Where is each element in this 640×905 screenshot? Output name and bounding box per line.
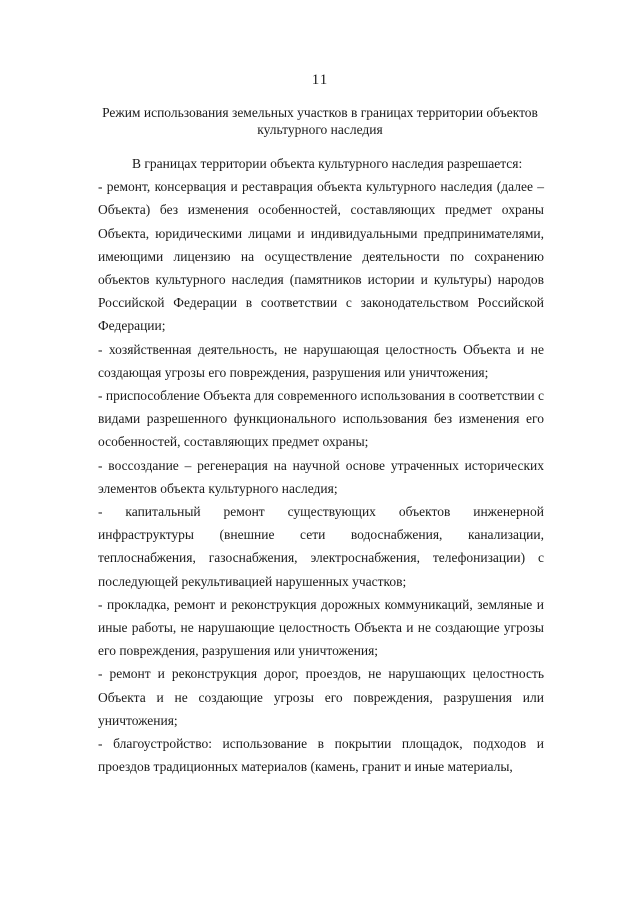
list-item: - прокладка, ремонт и реконструкция дорожных коммуникаций, земляные и иные работы, не нарушающие целостность Объекта и не создающие угрозы его повреждения, разрушения или уничтожения;: [98, 596, 544, 659]
list-item: - ремонт и реконструкция дорог, проездов, не нарушающих целостность Объекта и не создающие угрозы его повреждения, разрушения или уничтожения;: [98, 666, 544, 728]
body-text: [98, 152, 544, 778]
intro-paragraph: В границах территории объекта культурного наследия разрешается:: [132, 156, 523, 171]
page-number: 11: [311, 72, 329, 88]
list-item: - ремонт, консервация и реставрация объекта культурного наследия (далее – Объекта) без изменения особенностей, составляющих предмет охраны Объекта, юридическими лицами и индивидуальными предпринимателями, имеющими лицензию на осуществление деятельности по сохранению объектов культурного наследия (памятников истории и культуры) народов Российской Федерации в соответствии с законодательством Российской Федерации;: [98, 179, 544, 334]
list-item: - хозяйственная деятельность, не нарушающая целостность Объекта и не создающая угрозы его повреждения, разрушения или уничтожения;: [98, 341, 544, 380]
section-heading: Режим использования земельных участков в границах территории объектов культурного наследия: [102, 105, 538, 137]
list-item: - воссоздание – регенерация на научной основе утраченных исторических элементов объекта культурного наследия;: [98, 457, 544, 496]
list-item: - приспособление Объекта для современного использования в соответствии с видами разрешенного функционального использования без изменения его особенностей, составляющих предмет охраны;: [98, 388, 544, 450]
list-item: - капитальный ремонт существующих объектов инженерной инфраструктуры (внешние сети водоснабжения, канализации, теплоснабжения, газоснабжения, электроснабжения, телефонизации) с последующей рекультивацией нарушенных участков;: [98, 504, 544, 589]
list-item: - благоустройство: использование в покрытии площадок, подходов и проездов традиционных материалов (камень, гранит и иные материалы,: [98, 736, 544, 775]
